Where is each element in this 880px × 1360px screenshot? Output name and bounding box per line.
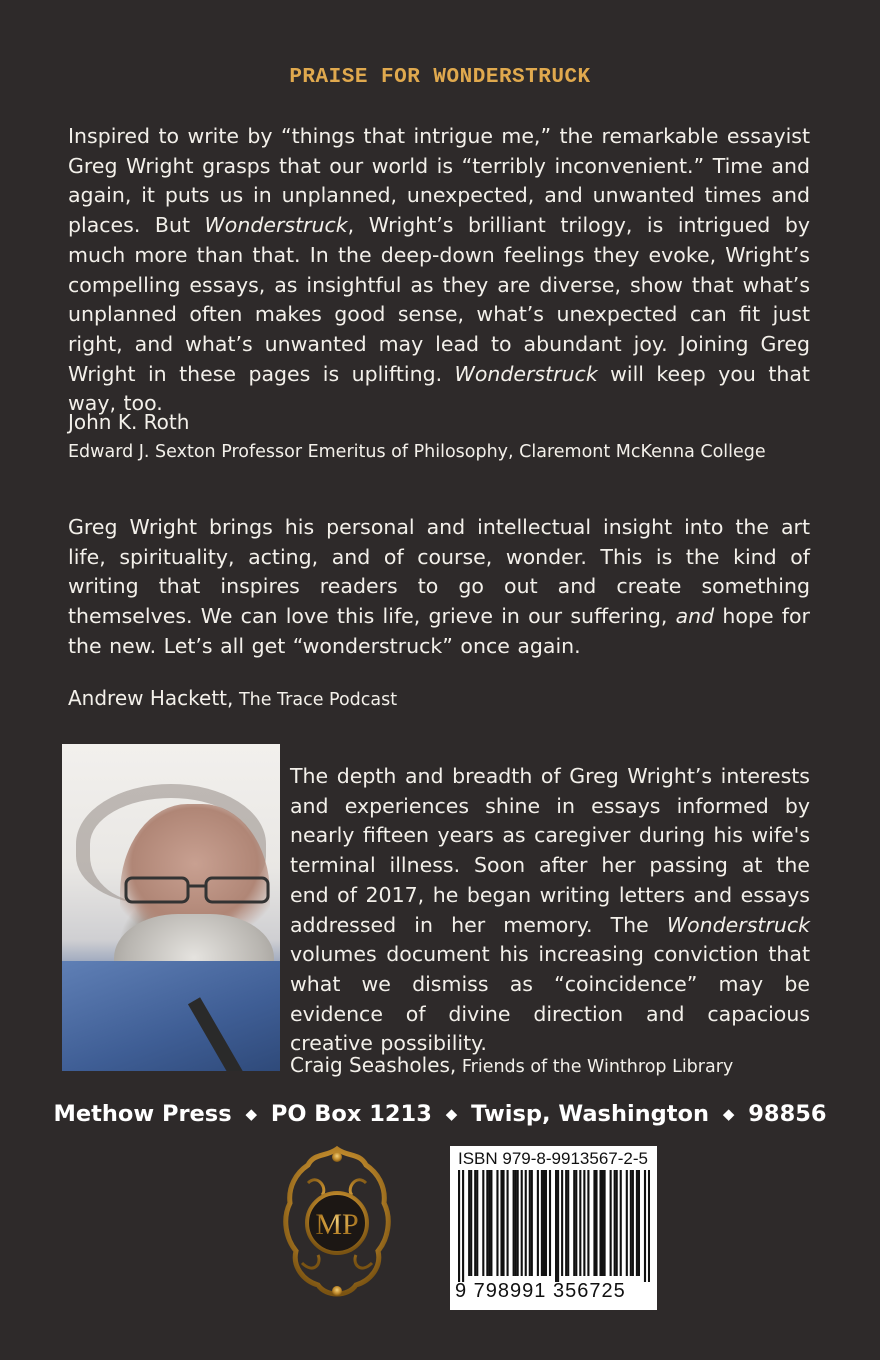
publisher-zip: 98856 — [748, 1101, 827, 1127]
review-text-part: will keep you that way, too. — [68, 361, 810, 416]
barcode-bar — [601, 1170, 603, 1276]
barcode-bar — [567, 1170, 569, 1276]
barcode-bar — [525, 1170, 527, 1276]
barcode-bar — [648, 1170, 650, 1282]
barcode-bar — [474, 1170, 476, 1276]
barcode-bar — [575, 1170, 577, 1276]
barcode-bar — [573, 1170, 575, 1276]
barcode-bar — [502, 1170, 504, 1276]
barcode-bar — [486, 1170, 488, 1276]
barcode-bar — [595, 1170, 597, 1276]
barcode-bar — [610, 1170, 612, 1276]
barcode-bar — [620, 1170, 622, 1276]
barcode-bar — [555, 1170, 557, 1282]
barcode-bar — [644, 1170, 646, 1282]
reviewer-name-seasholes: Craig Seasholes, — [290, 1053, 457, 1077]
barcode-bar — [500, 1170, 502, 1276]
glasses-icon — [124, 874, 274, 906]
diamond-separator-icon: ◆ — [245, 1105, 257, 1123]
isbn-digits: 9 798991 356725 — [455, 1280, 626, 1302]
author-photo — [62, 744, 280, 1071]
review-text-part: Inspired to write by “things that intrigue me,” the remarkable essayist Greg Wright grasps that our world is “terribly inconvenient.” Time and again, it puts us in unplanned, unexpected, and unwanted times and places. But — [68, 124, 810, 238]
review-text-part: The depth and breadth of Greg Wright’s interests and experiences shine in essays informed by nearly fifteen years as caregiver during his wife's terminal illness. Soon after her passing at the end of 2017, he began writing letters and essays addressed in her memory. The — [290, 764, 810, 937]
barcode-bar — [507, 1170, 509, 1276]
barcode-bar — [583, 1170, 585, 1276]
barcode-bar — [636, 1170, 638, 1276]
barcode-bar — [561, 1170, 563, 1276]
barcode-bar — [599, 1170, 601, 1276]
diamond-separator-icon: ◆ — [445, 1105, 458, 1123]
reviewer-name-roth: John K. Roth — [68, 410, 190, 434]
publisher-city: Twisp, Washington — [471, 1101, 710, 1127]
publisher-address-line — [0, 1101, 880, 1127]
barcode-bar — [470, 1170, 472, 1276]
barcode-bar — [513, 1170, 515, 1276]
barcode-bar — [632, 1170, 634, 1276]
barcode-bar — [537, 1170, 539, 1276]
reviewer-source-seasholes: Friends of the Winthrop Library — [456, 1057, 734, 1077]
barcode-bar — [458, 1170, 460, 1282]
barcode-bar — [496, 1170, 498, 1276]
barcode-bar — [630, 1170, 632, 1276]
reviewer-name-hackett: Andrew Hackett, — [68, 686, 234, 710]
review-text-roth — [68, 122, 810, 419]
reviewer-attribution-hackett — [68, 686, 397, 712]
barcode-bar — [579, 1170, 581, 1276]
barcode-bar — [482, 1170, 484, 1276]
barcode-bar — [593, 1170, 595, 1276]
barcode-bar — [515, 1170, 517, 1276]
photo-shirt — [62, 961, 280, 1071]
emphasis-italic: and — [675, 604, 715, 629]
reviewer-attribution-seasholes — [290, 1053, 733, 1077]
publisher-name: Methow Press — [53, 1101, 232, 1127]
barcode-bar — [468, 1170, 470, 1276]
book-title-italic: Wonderstruck — [666, 912, 810, 937]
barcode-bar — [545, 1170, 547, 1276]
barcode-bar — [517, 1170, 519, 1276]
barcode-bar — [626, 1170, 628, 1276]
review-text-part: , Wright’s brilliant trilogy, is intrigued by much more than that. In the deep-down feelings they evoke, Wright’s compelling essays, as insightful as they are diverse, show that what’s unplanned often makes good sense, what’s unexpected can fit just right, and what’s unwanted may lead to abundant joy. Joining Greg Wright in these pages is uplifting. — [68, 213, 810, 386]
publisher-po-box: PO Box 1213 — [270, 1101, 432, 1127]
review-text-part: Greg Wright brings his personal and intellectual insight into the art life, spirituality, acting, and of course, wonder. This is the kind of writing that inspires readers to go out and create something themselves. We can love this life, grieve in our suffering, — [68, 515, 810, 629]
barcode-bar — [638, 1170, 640, 1276]
barcode-bar — [616, 1170, 618, 1276]
book-title-italic: Wonderstruck — [204, 213, 348, 238]
barcode-bar — [614, 1170, 616, 1276]
reviewer-title-roth: Edward J. Sexton Professor Emeritus of Philosophy, Claremont McKenna College — [68, 442, 766, 462]
section-heading: PRAISE FOR WONDERSTRUCK — [289, 66, 591, 89]
barcode-bar — [557, 1170, 559, 1282]
barcode-bar — [543, 1170, 545, 1276]
barcode-bar — [604, 1170, 606, 1276]
barcode-bar — [462, 1170, 464, 1282]
barcode-bars — [458, 1170, 650, 1282]
barcode-bar — [587, 1170, 589, 1276]
diamond-separator-icon: ◆ — [722, 1105, 735, 1123]
barcode-bar — [565, 1170, 567, 1276]
review-text-part: volumes document his increasing conviction that what we dismiss as “coincidence” may be evidence of divine direction and capacious creative possibility. — [290, 942, 810, 1056]
barcode-bar — [541, 1170, 543, 1276]
barcode-bar — [488, 1170, 490, 1276]
barcode-bar — [529, 1170, 531, 1276]
barcode-bar — [549, 1170, 551, 1276]
review-text-part: hope for the new. Let’s all get “wonderstruck” once again. — [68, 604, 810, 658]
barcode-bar — [476, 1170, 478, 1276]
review-text-seasholes — [290, 762, 810, 1059]
barcode-bar — [531, 1170, 533, 1276]
barcode-bar — [521, 1170, 523, 1276]
barcode-bar — [490, 1170, 492, 1276]
logo-monogram: MP — [315, 1208, 359, 1241]
reviewer-source-hackett: The Trace Podcast — [233, 690, 398, 710]
isbn-barcode — [450, 1146, 657, 1310]
review-text-hackett — [68, 513, 810, 662]
book-title-italic: Wonderstruck — [454, 361, 598, 386]
publisher-logo-icon — [278, 1143, 396, 1303]
isbn-label: ISBN 979-8-9913567-2-5 — [458, 1149, 648, 1168]
